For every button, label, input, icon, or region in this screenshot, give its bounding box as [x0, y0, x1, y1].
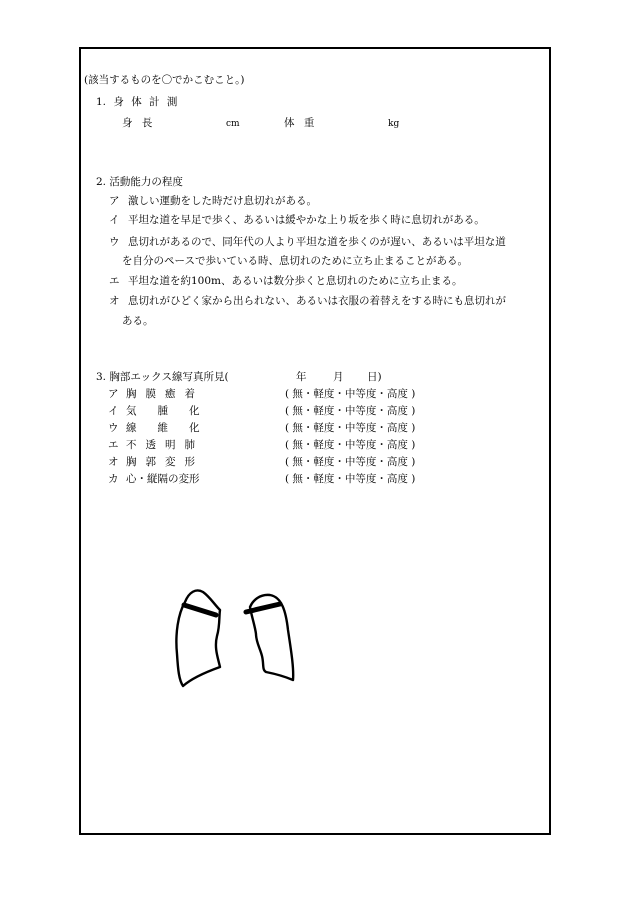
xray-date-day: 日)	[367, 371, 382, 383]
weight-label: 体 重	[284, 117, 315, 129]
section-3-title: 3. 胸部エックス線写真所見(	[96, 371, 229, 383]
instruction-text: (該当するものを〇でかこむこと。)	[84, 74, 245, 86]
finding-item-i-label: 気腫化	[126, 405, 221, 417]
finding-item-e-options[interactable]: ( 無・軽度・中等度・高度 )	[285, 439, 416, 451]
finding-item-i-mark: イ	[108, 405, 119, 417]
finding-item-u-label: 線維化	[126, 422, 221, 434]
activity-item-o-mark: オ	[109, 295, 120, 307]
finding-item-a-options[interactable]: ( 無・軽度・中等度・高度 )	[285, 388, 416, 400]
xray-date-year: 年	[296, 371, 307, 383]
activity-item-e-mark: エ	[109, 275, 120, 287]
finding-item-a-mark: ア	[108, 388, 119, 400]
finding-item-ka-options[interactable]: ( 無・軽度・中等度・高度 )	[285, 473, 416, 485]
finding-item-o-label: 胸郭変形	[126, 456, 204, 468]
lungs-diagram-icon	[170, 582, 302, 692]
finding-item-ka-mark: カ	[108, 473, 119, 485]
finding-item-u-mark: ウ	[108, 422, 119, 434]
activity-item-e-text: 平坦な道を約100m、あるいは数分歩くと息切れのために立ち止まる。	[128, 275, 463, 287]
finding-item-e-label: 不透明肺	[126, 439, 204, 451]
weight-unit: kg	[388, 119, 400, 129]
section-1-title: 1. 身 体 計 測	[96, 96, 178, 108]
activity-item-u-text-cont: を自分のペースで歩いている時、息切れのために立ち止まることがある。	[122, 255, 468, 267]
height-unit: cm	[226, 119, 240, 129]
finding-item-e-mark: エ	[108, 439, 119, 451]
finding-item-u-options[interactable]: ( 無・軽度・中等度・高度 )	[285, 422, 416, 434]
finding-item-ka-label: 心・縦隔の変形	[126, 473, 200, 485]
activity-item-o-text: 息切れがひどく家から出られない、あるいは衣服の着替えをする時にも息切れが	[128, 295, 506, 307]
activity-item-u-text: 息切れがあるので、同年代の人より平坦な道を歩くのが遅い、あるいは平坦な道	[128, 236, 506, 248]
finding-item-i-options[interactable]: ( 無・軽度・中等度・高度 )	[285, 405, 416, 417]
activity-item-i-text: 平坦な道を早足で歩く、あるいは緩やかな上り坂を歩く時に息切れがある。	[128, 214, 485, 226]
section-2-title: 2. 活動能力の程度	[96, 176, 183, 188]
finding-item-o-options[interactable]: ( 無・軽度・中等度・高度 )	[285, 456, 416, 468]
activity-item-u-mark: ウ	[109, 236, 120, 248]
finding-item-a-label: 胸膜癒着	[126, 388, 204, 400]
height-label: 身 長	[122, 117, 153, 129]
activity-item-a-text: 激しい運動をした時だけ息切れがある。	[128, 195, 317, 207]
activity-item-i-mark: イ	[109, 214, 120, 226]
left-clavicle	[184, 605, 216, 615]
activity-item-a-mark: ア	[109, 195, 120, 207]
finding-item-o-mark: オ	[108, 456, 119, 468]
xray-date-month: 月	[333, 371, 344, 383]
activity-item-o-text-cont: ある。	[122, 315, 154, 327]
